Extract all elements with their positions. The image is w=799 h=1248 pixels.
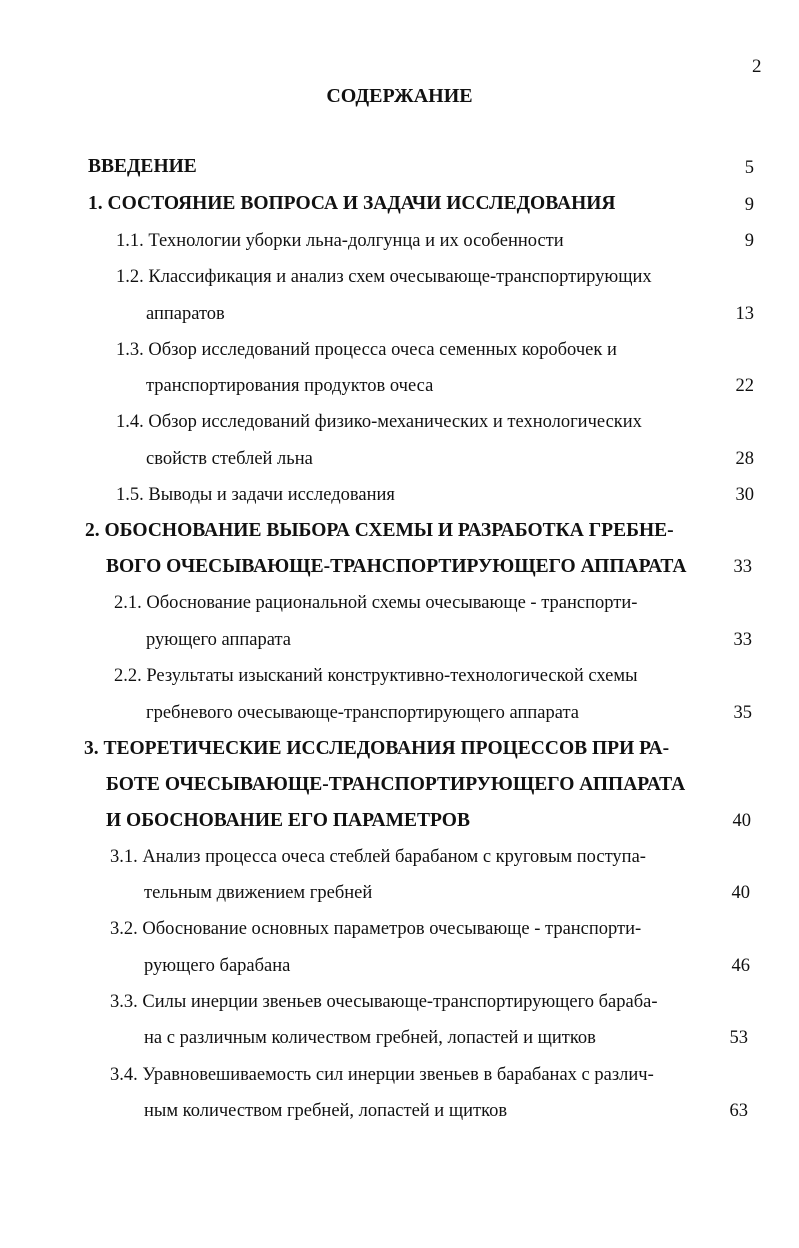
toc-page: 13 [735, 304, 754, 324]
toc-entry-1-2: 1.2. Классификация и анализ схем очесывающе-транспортирующих [116, 267, 652, 287]
toc-entry-chapter-1: 1. СОСТОЯНИЕ ВОПРОСА И ЗАДАЧИ ИССЛЕДОВАНИЯ [88, 193, 616, 214]
toc-entry-1-4: 1.4. Обзор исследований физико-механических и технологических [116, 412, 642, 432]
toc-entry-chapter-3: 3. ТЕОРЕТИЧЕСКИЕ ИССЛЕДОВАНИЯ ПРОЦЕССОВ ПРИ РА- [84, 738, 670, 759]
toc-entry-3-1-cont: тельным движением гребней [144, 883, 373, 903]
toc-entry-chapter-2: 2. ОБОСНОВАНИЕ ВЫБОРА СХЕМЫ И РАЗРАБОТКА ГРЕБНЕ- [85, 520, 674, 541]
toc-entry-chapter-2-cont: ВОГО ОЧЕСЫВАЮЩЕ-ТРАНСПОРТИРУЮЩЕГО АППАРАТА [106, 556, 687, 577]
toc-entry-3-3: 3.3. Силы инерции звеньев очесывающе-транспортирующего бараба- [110, 992, 658, 1012]
toc-page: 9 [744, 195, 754, 215]
toc-page: 35 [733, 703, 752, 723]
toc-page: 46 [731, 956, 750, 976]
toc-entry-intro: ВВЕДЕНИЕ [88, 156, 197, 177]
toc-page: 33 [733, 630, 752, 650]
toc-entry-3-4-cont: ным количеством гребней, лопастей и щитков [144, 1101, 508, 1121]
toc-page: 5 [744, 158, 754, 178]
page-title: СОДЕРЖАНИЕ [326, 85, 473, 107]
toc-entry-chapter-3-cont: БОТЕ ОЧЕСЫВАЮЩЕ-ТРАНСПОРТИРУЮЩЕГО АППАРАТА [106, 774, 686, 795]
toc-entry-2-2: 2.2. Результаты изысканий конструктивно-технологической схемы [114, 666, 638, 686]
toc-page: 30 [735, 485, 754, 505]
toc-page: 9 [744, 231, 754, 251]
toc-entry-2-1: 2.1. Обоснование рациональной схемы очесывающе - транспорти- [114, 593, 638, 613]
toc-entry-chapter-3-cont: И ОБОСНОВАНИЕ ЕГО ПАРАМЕТРОВ [106, 810, 470, 831]
page-number: 2 [752, 56, 762, 77]
toc-entry-1-4-cont: свойств стеблей льна [146, 449, 313, 469]
toc-page: 63 [729, 1101, 748, 1121]
toc-entry-3-1: 3.1. Анализ процесса очеса стеблей барабаном с круговым поступа- [110, 847, 646, 867]
toc-page: 22 [735, 376, 754, 396]
toc-entry-1-5: 1.5. Выводы и задачи исследования [116, 485, 395, 505]
toc-entry-2-1-cont: рующего аппарата [146, 630, 292, 650]
toc-entry-1-3-cont: транспортирования продуктов очеса [146, 376, 434, 396]
toc-entry-2-2-cont: гребневого очесывающе-транспортирующего аппарата [146, 703, 580, 723]
toc-page: 40 [731, 883, 750, 903]
toc-page: 53 [729, 1028, 748, 1048]
toc-page: 33 [733, 557, 752, 577]
toc-page: 40 [732, 811, 751, 831]
toc-entry-1-2-cont: аппаратов [146, 304, 225, 324]
toc-entry-1-1: 1.1. Технологии уборки льна-долгунца и их особенности [116, 231, 564, 251]
toc-entry-3-2-cont: рующего барабана [144, 956, 291, 976]
toc-entry-3-2: 3.2. Обоснование основных параметров очесывающе - транспорти- [110, 919, 642, 939]
toc-entry-1-3: 1.3. Обзор исследований процесса очеса семенных коробочек и [116, 340, 617, 360]
toc-entry-3-3-cont: на с различным количеством гребней, лопастей и щитков [144, 1028, 596, 1048]
toc-entry-3-4: 3.4. Уравновешиваемость сил инерции звеньев в барабанах с различ- [110, 1065, 654, 1085]
toc-page: 28 [735, 449, 754, 469]
